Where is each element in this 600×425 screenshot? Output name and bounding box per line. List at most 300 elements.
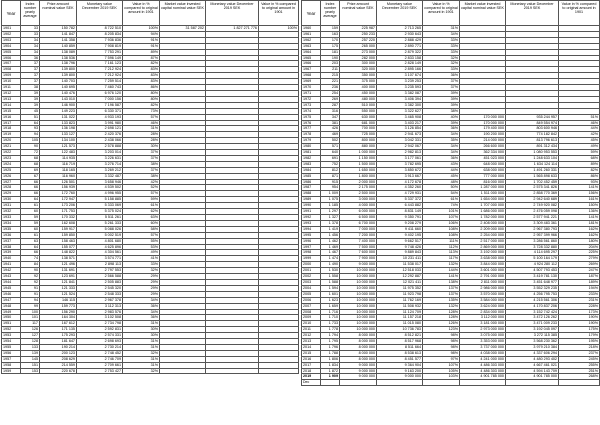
cell-market: 638 000 000	[460, 167, 506, 173]
cell-monetary: 2 592 831	[77, 327, 123, 333]
cell-year: 1972	[302, 96, 321, 102]
cell-pct: 137%	[423, 291, 460, 297]
cell-prize: 170 332	[40, 215, 77, 221]
cell-market: 777 000 000	[460, 173, 506, 179]
header-market: Market value invested capital nominal value SEK	[160, 1, 206, 26]
cell-monetary: 2 574 331	[77, 333, 123, 339]
cell-market-monetary: 3 272 115 385	[506, 333, 559, 339]
cell-year: 1923	[2, 155, 21, 161]
cell-pct: 144%	[423, 268, 460, 274]
cell-prize: 159 917	[40, 226, 77, 232]
cell-monetary: 2 797 553	[77, 268, 123, 274]
cell-pct: 31%	[123, 339, 160, 345]
cell-monetary: 7 196 587	[77, 102, 123, 108]
cell-monetary: 6 976 120	[77, 90, 123, 96]
empty-cell	[559, 380, 600, 386]
cell-pct: 98%	[423, 350, 460, 356]
cell-index: 1 733	[321, 321, 340, 327]
cell-pct: 42%	[123, 179, 160, 185]
cell-market: 3 844 000 000	[460, 262, 506, 268]
cell-monetary: 2 983 576	[77, 309, 123, 315]
cell-index: 1 462	[321, 238, 340, 244]
header-market-monetary: Monetary value December 2019 SEK	[206, 1, 259, 26]
cell-prize: 138 571	[40, 256, 77, 262]
cell-year: 1964	[302, 49, 321, 55]
cell-monetary: 8 205 834	[77, 31, 123, 37]
cell-index: 151	[21, 362, 40, 368]
cell-market-monetary	[206, 368, 259, 374]
cell-prize: 158 463	[40, 238, 77, 244]
cell-prize: 149 223	[40, 108, 77, 114]
cell-monetary: 3 177 061	[377, 155, 423, 161]
cell-monetary: 4 933 193	[77, 114, 123, 120]
cell-prize: 150 782	[40, 26, 77, 32]
cell-prize: 140 476	[40, 90, 77, 96]
cell-pct: 107%	[423, 362, 460, 368]
cell-market-pct: 251%	[559, 368, 600, 374]
cell-year: 1976	[302, 120, 321, 126]
cell-market: 3 075 000 000	[460, 333, 506, 339]
cell-index: 170	[321, 37, 340, 43]
cell-prize: 7 900 000	[340, 256, 377, 262]
cell-monetary: 9 889 843	[377, 250, 423, 256]
cell-year: 1906	[2, 55, 21, 61]
cell-year: 1901	[2, 26, 21, 32]
cell-index: 69	[21, 167, 40, 173]
cell-index: 39	[21, 102, 40, 108]
cell-prize: 175 293	[40, 333, 77, 339]
cell-prize: 510 000	[340, 102, 377, 108]
cell-market: 3 181 000 000	[460, 321, 506, 327]
cell-prize: 10 000 000	[340, 268, 377, 274]
cell-market: 170 000 000	[460, 120, 506, 126]
cell-pct: 34%	[423, 150, 460, 156]
cell-market-monetary: 4 170 837 206	[506, 303, 559, 309]
cell-pct: 37%	[123, 155, 160, 161]
cell-index: 203	[321, 61, 340, 67]
cell-index: 92	[21, 279, 40, 285]
cell-prize: 10 000 000	[340, 315, 377, 321]
cell-index: 66	[21, 185, 40, 191]
cell-index: 60	[21, 226, 40, 232]
cell-index: 691	[321, 155, 340, 161]
cell-monetary: 2 566 588	[77, 274, 123, 280]
cell-pct: 44%	[423, 167, 460, 173]
cell-market: 266 600 000	[460, 144, 506, 150]
cell-year: 2015	[302, 350, 321, 356]
cell-prize: 143 010	[40, 96, 77, 102]
cell-market: 3 353 000 000	[460, 339, 506, 345]
cell-monetary: 2 746 709	[77, 356, 123, 362]
cell-pct: 126%	[423, 321, 460, 327]
cell-monetary: 3 782 695	[377, 161, 423, 167]
cell-index: 1 419	[321, 226, 340, 232]
cell-index: 59	[21, 215, 40, 221]
cell-market: 2 408 000 000	[460, 220, 506, 226]
cell-prize: 122 483	[40, 150, 77, 156]
cell-prize: 133 823	[40, 120, 77, 126]
cell-year: 1978	[302, 132, 321, 138]
cell-prize: 681 000	[340, 120, 377, 126]
cell-index: 66	[21, 250, 40, 256]
cell-index: 211	[321, 67, 340, 73]
cell-monetary: 3 269 212	[77, 167, 123, 173]
cell-prize: 9 000 000	[340, 262, 377, 268]
cell-monetary: 5 337 372	[377, 197, 423, 203]
cell-year: 2003	[302, 279, 321, 285]
cell-prize: 10 000 000	[340, 279, 377, 285]
cell-index: 92	[21, 274, 40, 280]
cell-monetary: 2 545 320	[77, 285, 123, 291]
cell-market: 3 584 000 000	[460, 297, 506, 303]
cell-market-pct: 89%	[559, 161, 600, 167]
cell-year: 1917	[2, 120, 21, 126]
cell-market: 3 112 000 000	[460, 315, 506, 321]
cell-prize: 10 000 000	[340, 321, 377, 327]
cell-year: 2004	[302, 285, 321, 291]
cell-prize: 8 000 000	[340, 356, 377, 362]
cell-pct: 45%	[423, 173, 460, 179]
header-prize: Prize amount nominal value SEK	[340, 1, 377, 26]
cell-prize: 1 800 000	[340, 173, 377, 179]
cell-year: 1944	[2, 279, 21, 285]
cell-prize: 400 000	[340, 85, 377, 91]
header-index: Index number yearly average	[21, 1, 40, 26]
cell-prize: 1 000 000	[340, 150, 377, 156]
cell-pct: 48%	[423, 179, 460, 185]
cell-market-pct: 190%	[559, 315, 600, 321]
cell-pct: 31%	[423, 26, 460, 32]
cell-year: 2010	[302, 321, 321, 327]
header-market-pct: Value in % compared to original amount in 1901	[259, 1, 299, 26]
cell-year: 1947	[2, 297, 21, 303]
cell-year: 2016	[302, 356, 321, 362]
cell-market-pct: 237%	[559, 350, 600, 356]
cell-pct: 29%	[123, 291, 160, 297]
cell-market-pct: 195%	[559, 339, 600, 345]
cell-market-monetary: 3 552 329 235	[506, 285, 559, 291]
cell-market: 1 511 000 000	[460, 191, 506, 197]
empty-cell	[377, 380, 423, 386]
cell-monetary: 5 333 069	[77, 203, 123, 209]
cell-prize: 725 000	[340, 132, 377, 138]
cell-index: 1 778	[321, 327, 340, 333]
table-body	[302, 26, 600, 386]
cell-pct: 82%	[123, 102, 160, 108]
cell-pct: 34%	[423, 31, 460, 37]
cell-pct: 103%	[423, 374, 460, 380]
cell-market-pct: 82%	[559, 167, 600, 173]
cell-year: 1922	[2, 150, 21, 156]
cell-index: 139	[21, 350, 40, 356]
cell-monetary: 8 451 577	[377, 356, 423, 362]
cell-monetary: 7 259 514	[77, 79, 123, 85]
cell-year: 1910	[2, 79, 21, 85]
cell-prize: 138 089	[40, 49, 77, 55]
cell-pct: 37%	[423, 79, 460, 85]
cell-index: 1 716	[321, 309, 340, 315]
cell-index: 145	[21, 356, 40, 362]
cell-index: 66	[21, 191, 40, 197]
cell-index: 347	[321, 114, 340, 120]
cell-market-monetary: 2 577 941 221	[506, 215, 559, 221]
cell-index: 101	[21, 315, 40, 321]
cell-monetary: 3 203 014	[77, 150, 123, 156]
cell-market: 4 241 000 000	[460, 356, 506, 362]
cell-market-monetary: 2 942 640 689	[506, 197, 559, 203]
cell-market-monetary: 3 286 561 860	[506, 238, 559, 244]
cell-year: 1954	[2, 339, 21, 345]
cell-pct: 34%	[423, 144, 460, 150]
cell-monetary: 7 000 156	[77, 96, 123, 102]
cell-market: 648 000 000	[460, 161, 506, 167]
cell-prize: 7 200 000	[340, 232, 377, 238]
cell-prize: 159 773	[40, 303, 77, 309]
cell-market-monetary: 3 192 045 097	[506, 327, 559, 333]
cell-monetary: 3 403 217	[377, 120, 423, 126]
cell-index: 752	[321, 161, 340, 167]
cell-index: 45	[21, 108, 40, 114]
cell-monetary: 3 102 508	[77, 315, 123, 321]
cell-index: 90	[21, 268, 40, 274]
cell-prize: 156 290	[40, 309, 77, 315]
cell-prize: 4 000 000	[340, 203, 377, 209]
cell-monetary: 9 350 791	[377, 215, 423, 221]
cell-year: 1970	[302, 85, 321, 91]
cell-pct: 41%	[123, 256, 160, 262]
cell-prize: 164 304	[40, 315, 77, 321]
cell-market-monetary: 1 565 898 633	[506, 173, 559, 179]
cell-prize: 172 760	[40, 191, 77, 197]
empty-cell	[423, 380, 460, 386]
cell-market: 2 986 000 000	[460, 285, 506, 291]
cell-year: 1941	[2, 262, 21, 268]
cell-pct: 62%	[123, 209, 160, 215]
cell-market-pct: 161%	[559, 197, 600, 203]
header-market-monetary: Monetary value December 2019 SEK	[506, 1, 559, 26]
cell-market: 816 000 000	[460, 179, 506, 185]
cell-prize: 250 233	[340, 31, 377, 37]
cell-prize: 800 000	[340, 138, 377, 144]
cell-monetary: 3 406 394	[377, 96, 423, 102]
cell-index: 67	[21, 173, 40, 179]
cell-pct: 29%	[123, 285, 160, 291]
cell-monetary: 3 112 313	[77, 303, 123, 309]
cell-year: 1936	[2, 232, 21, 238]
cell-monetary: 2 505 883	[77, 279, 123, 285]
cell-index: 60	[21, 209, 40, 215]
cell-index: 236	[321, 85, 340, 91]
cell-year: 1959	[2, 368, 21, 374]
cell-market-monetary: 3 472 126 262	[506, 315, 559, 321]
cell-market-pct: 141%	[559, 185, 600, 191]
cell-year: 1943	[2, 274, 21, 280]
cell-monetary: 3 382 087	[377, 90, 423, 96]
cell-prize: 10 000 000	[340, 285, 377, 291]
cell-monetary: 7 936 836	[77, 37, 123, 43]
cell-year: 1963	[302, 43, 321, 49]
cell-monetary: 3 332 487	[77, 173, 123, 179]
cell-prize: 300 000	[340, 61, 377, 67]
cell-index: 34	[21, 43, 40, 49]
cell-index: 190	[321, 55, 340, 61]
cell-index: 1 009	[321, 191, 340, 197]
cell-year: 1989	[302, 197, 321, 203]
cell-prize: 7 500 000	[340, 244, 377, 250]
cell-market-pct: 156%	[559, 191, 600, 197]
cell-year: 1913	[2, 96, 21, 102]
cell-monetary: 6 330 371	[77, 108, 123, 114]
cell-market-pct: 150%	[559, 203, 600, 209]
cell-pct: 50%	[423, 185, 460, 191]
cell-pct: 60%	[123, 220, 160, 226]
cell-pct: 61%	[423, 197, 460, 203]
cell-monetary: 5 158 885	[77, 197, 123, 203]
cell-index: 163	[321, 31, 340, 37]
cell-monetary: 11 124 709	[377, 309, 423, 315]
cell-index: 1 834	[321, 362, 340, 368]
cell-monetary: 3 465 908	[377, 114, 423, 120]
cell-market-monetary: 1 248 633 104	[506, 155, 559, 161]
cell-year: 1988	[302, 191, 321, 197]
cell-prize: 116 960	[40, 173, 77, 179]
cell-index: 1 490	[321, 262, 340, 268]
cell-index: 1 185	[321, 203, 340, 209]
cell-pct: 28%	[123, 138, 160, 144]
cell-pct: 123%	[423, 327, 460, 333]
cell-index: 36	[21, 55, 40, 61]
cell-year: 1919	[2, 132, 21, 138]
cell-index: 1 594	[321, 285, 340, 291]
cell-pct: 94%	[123, 31, 160, 37]
table-footer-row	[302, 380, 600, 386]
cell-prize: 114 935	[40, 155, 77, 161]
cell-monetary: 3 991 980	[77, 120, 123, 126]
cell-market: 4 038 000 000	[460, 350, 506, 356]
cell-monetary: 9 411 660	[377, 226, 423, 232]
cell-pct: 33%	[123, 262, 160, 268]
cell-year: 1927	[2, 179, 21, 185]
cell-year: 1905	[2, 49, 21, 55]
cell-index: 1 327	[321, 215, 340, 221]
cell-monetary: 2 709 661	[77, 362, 123, 368]
cell-market-monetary: 2 476 059 098	[506, 209, 559, 215]
cell-year: 1974	[302, 108, 321, 114]
cell-market-monetary: 1 827 271 776	[206, 26, 259, 32]
cell-pct: 38%	[123, 173, 160, 179]
cell-monetary: 3 226 631	[77, 155, 123, 161]
cell-monetary: 11 157 218	[377, 315, 423, 321]
cell-year: 1962	[302, 37, 321, 43]
cell-pct: 39%	[423, 120, 460, 126]
cell-market-monetary: 3 451 648 977	[506, 279, 559, 285]
cell-index: 1 601	[321, 291, 340, 297]
cell-pct: 132%	[423, 262, 460, 268]
cell-year: 1903	[2, 37, 21, 43]
cell-pct: 137%	[423, 285, 460, 291]
cell-monetary: 4 996 955	[77, 191, 123, 197]
cell-monetary: 11 508 932	[377, 303, 423, 309]
cell-index: 1 588	[321, 279, 340, 285]
cell-pct: 33%	[423, 49, 460, 55]
cell-market: 2 834 000 000	[460, 309, 506, 315]
cell-market-monetary: 774 182 842	[506, 132, 559, 138]
cell-pct: 73%	[123, 108, 160, 114]
header-year: Year	[302, 1, 321, 26]
cell-prize: 131 691	[40, 268, 77, 274]
cell-year: 1929	[2, 191, 21, 197]
cell-year: 1951	[2, 321, 21, 327]
cell-year: 2011	[302, 327, 321, 333]
cell-index: 128	[21, 339, 40, 345]
cell-prize: 171 753	[40, 209, 77, 215]
cell-index: 64	[21, 120, 40, 126]
cell-market-monetary: 4 594 143 709	[506, 368, 559, 374]
cell-prize: 6 000 000	[340, 209, 377, 215]
cell-index: 64	[21, 197, 40, 203]
cell-monetary: 2 828 149	[377, 61, 423, 67]
cell-pct: 86%	[123, 85, 160, 91]
cell-index: 1 794	[321, 333, 340, 339]
cell-monetary: 2 967 378	[77, 297, 123, 303]
cell-monetary: 9 748 426	[377, 244, 423, 250]
cell-prize: 167 612	[40, 321, 77, 327]
cell-prize: 162 608	[40, 220, 77, 226]
cell-index: 175	[321, 43, 340, 49]
cell-market-pct: 190%	[559, 321, 600, 327]
cell-index: 1 796	[321, 344, 340, 350]
cell-monetary: 2 438 066	[77, 138, 123, 144]
cell-pct: 37%	[423, 85, 460, 91]
cell-index: 51	[21, 114, 40, 120]
cell-pct: 32%	[123, 268, 160, 274]
cell-monetary: 9 662 517	[377, 238, 423, 244]
cell-monetary: 4 304 561	[77, 250, 123, 256]
cell-index: 1 909	[321, 374, 340, 380]
cell-market-pct: 187%	[559, 274, 600, 280]
cell-pct: 98%	[423, 344, 460, 350]
cell-index: 93	[21, 126, 40, 132]
cell-year: 1980	[302, 144, 321, 150]
cell-pct: 39%	[423, 90, 460, 96]
table-row	[2, 368, 299, 374]
cell-year: 1960	[302, 26, 321, 32]
cell-market-monetary: 849 554 974	[506, 120, 559, 126]
cell-year: 1995	[302, 232, 321, 238]
cell-year: 1930	[2, 197, 21, 203]
cell-year: 1969	[302, 79, 321, 85]
cell-index: 59	[21, 220, 40, 226]
cell-market: 3 192 000 000	[460, 250, 506, 256]
cell-market-monetary: 3 568 230 362	[506, 339, 559, 345]
cell-pct: 31%	[123, 362, 160, 368]
cell-monetary: 3 239 253	[377, 79, 423, 85]
table-1901-1959	[1, 0, 299, 374]
cell-pct: 30%	[123, 333, 160, 339]
cell-monetary: 12 292 887	[377, 274, 423, 280]
cell-pct: 28%	[123, 132, 160, 138]
cell-index: 381	[321, 120, 340, 126]
cell-year: 1992	[302, 215, 321, 221]
cell-prize: 320 000	[340, 67, 377, 73]
cell-market-pct: 175%	[559, 327, 600, 333]
cell-year: 1975	[302, 114, 321, 120]
cell-prize: 140 859	[40, 43, 77, 49]
cell-monetary: 8 511 664	[377, 344, 423, 350]
cell-market: 1 686 000 000	[460, 209, 506, 215]
cell-market	[160, 368, 206, 374]
cell-market: 4 486 303 000	[460, 368, 506, 374]
